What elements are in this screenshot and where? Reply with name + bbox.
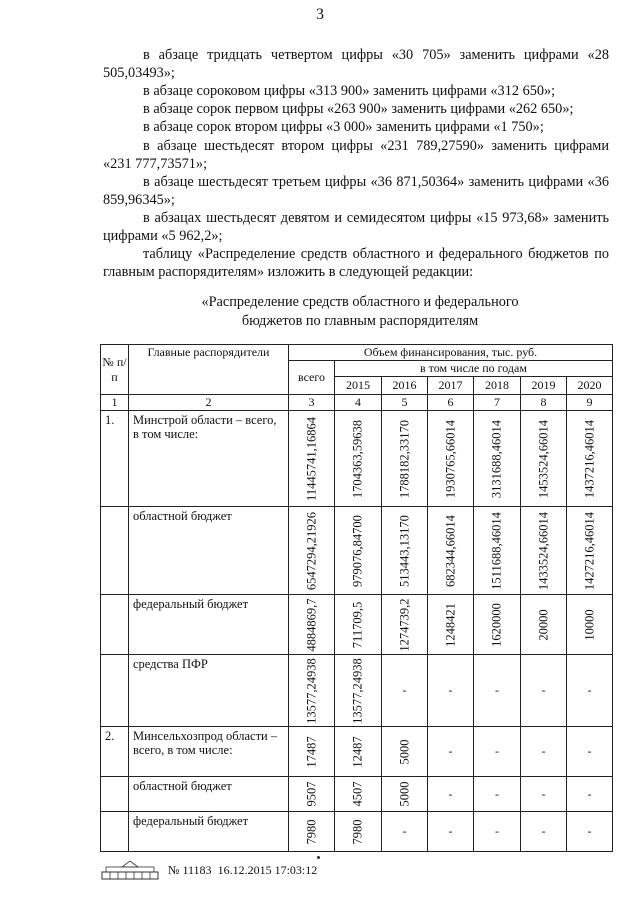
value-cell <box>428 411 474 507</box>
row-num <box>101 655 129 727</box>
value-cell <box>474 507 521 595</box>
value-cell <box>521 595 567 655</box>
table-row <box>101 777 613 812</box>
value-cell <box>289 507 335 595</box>
value-text: 4507 <box>350 781 365 807</box>
header-year-2017: 2017 <box>428 377 474 395</box>
table-row <box>101 727 613 777</box>
value-text: 4884869,7 <box>304 597 318 652</box>
row-name: федеральный бюджет <box>129 595 289 655</box>
header-year-2020: 2020 <box>567 377 613 395</box>
value-text: 10000 <box>582 608 596 641</box>
table-caption-line-1: «Распределение средств областного и федерального <box>201 294 519 310</box>
value-text: 1427216,46014 <box>582 511 596 590</box>
header-num: № п/п <box>101 345 129 395</box>
value-cell <box>289 812 335 852</box>
value-text: 7980 <box>350 819 365 844</box>
value-cell <box>335 812 382 852</box>
col-number: 3 <box>289 395 335 411</box>
value-cell: - <box>428 812 474 852</box>
value-cell: - <box>382 812 428 852</box>
value-text: 5000 <box>397 781 411 807</box>
value-text: 7980 <box>304 819 318 844</box>
value-cell: - <box>474 812 521 852</box>
col-number: 6 <box>428 395 474 411</box>
paragraph-3: в абзаце сорок первом цифры «263 900» заменить цифрами «262 650»; <box>143 101 574 117</box>
value-cell <box>567 411 613 507</box>
footer-doc-number: № 11183 <box>168 862 212 877</box>
value-cell: - <box>474 727 521 777</box>
value-cell <box>521 507 567 595</box>
table-row <box>101 595 613 655</box>
value-cell <box>474 595 521 655</box>
value-cell: - <box>521 812 567 852</box>
paragraph-4: в абзаце сорок втором цифры «3 000» заменить цифрами «1 750»; <box>143 119 544 135</box>
value-text: 1248421 <box>443 602 457 647</box>
value-text: 1930765,66014 <box>443 419 457 498</box>
value-cell <box>289 411 335 507</box>
value-text: 1788182,33170 <box>397 419 411 498</box>
paragraph-7: в абзацах шестьдесят девятом и семидесятом цифры «15 973,68» заменить цифрами «5 962,2»; <box>103 210 609 244</box>
value-cell: - <box>567 727 613 777</box>
page-number: 3 <box>316 6 324 23</box>
header-year-2016: 2016 <box>382 377 428 395</box>
row-num: 2. <box>101 727 129 777</box>
value-text: 1704363,59638 <box>350 419 365 498</box>
col-number: 5 <box>382 395 428 411</box>
value-cell <box>335 777 382 812</box>
header-by-years: в том числе по годам <box>335 361 613 377</box>
value-text: 682344,66014 <box>443 514 457 587</box>
value-cell: - <box>428 727 474 777</box>
footer-datetime: 16.12.2015 17:03:12 <box>217 862 318 877</box>
table-row <box>101 411 613 507</box>
value-text: 13577,24938 <box>350 657 365 724</box>
col-number: 4 <box>335 395 382 411</box>
scan-dot <box>317 856 320 859</box>
value-cell: - <box>567 777 613 812</box>
row-num <box>101 777 129 812</box>
value-cell: - <box>567 812 613 852</box>
value-cell <box>567 507 613 595</box>
header-year-2019: 2019 <box>521 377 567 395</box>
header-year-2015: 2015 <box>335 377 382 395</box>
header-name: Главные распорядители <box>129 345 289 395</box>
value-cell: - <box>567 655 613 727</box>
header-total: всего <box>289 361 335 395</box>
value-text: 6547294,21926 <box>304 511 318 590</box>
row-num: 1. <box>101 411 129 507</box>
value-cell <box>382 727 428 777</box>
value-cell: - <box>428 777 474 812</box>
value-cell <box>289 595 335 655</box>
value-cell <box>521 411 567 507</box>
value-cell <box>335 655 382 727</box>
value-cell <box>474 411 521 507</box>
value-text: 1511688,46014 <box>489 511 504 590</box>
table-row <box>101 507 613 595</box>
value-cell: - <box>428 655 474 727</box>
value-text: 1453524,66014 <box>536 419 550 498</box>
col-number: 8 <box>521 395 567 411</box>
value-text: 17487 <box>304 735 318 768</box>
table-caption <box>150 293 570 331</box>
value-cell <box>382 595 428 655</box>
value-text: 1274739,2 <box>397 597 411 652</box>
value-cell <box>382 507 428 595</box>
value-text: 5000 <box>397 739 411 764</box>
row-name: Минсельхозпрод области – всего, в том числе: <box>129 727 289 777</box>
paragraph-2: в абзаце сороковом цифры «313 900» заменить цифрами «312 650»; <box>143 83 556 99</box>
value-cell <box>335 727 382 777</box>
value-text: 3131688,46014 <box>489 419 504 498</box>
value-cell <box>289 655 335 727</box>
col-number: 7 <box>474 395 521 411</box>
value-text: 513443,13170 <box>397 514 411 587</box>
value-text: 711709,5 <box>350 601 365 648</box>
value-text: 20000 <box>536 608 550 641</box>
row-name: областной бюджет <box>129 777 289 812</box>
value-text: 1433524,66014 <box>536 511 550 590</box>
paragraph-1: в абзаце тридцать четвертом цифры «30 705» заменить цифрами «28 505,03493»; <box>103 47 609 81</box>
row-name: федеральный бюджет <box>129 812 289 852</box>
row-name: Минстрой области – всего, в том числе: <box>129 411 289 507</box>
table-row <box>101 812 613 852</box>
distribution-table <box>100 344 613 852</box>
value-cell <box>382 411 428 507</box>
col-number: 9 <box>567 395 613 411</box>
table-row <box>101 655 613 727</box>
value-text: 9507 <box>304 781 318 807</box>
value-cell: - <box>521 727 567 777</box>
value-text: 1437216,46014 <box>582 419 596 498</box>
value-text: 12487 <box>350 735 365 768</box>
row-num <box>101 812 129 852</box>
government-building-logo <box>100 859 160 881</box>
value-text: 979076,84700 <box>350 514 365 587</box>
footer-stamp <box>100 858 317 882</box>
header-year-2018: 2018 <box>474 377 521 395</box>
value-cell <box>382 777 428 812</box>
value-text: 13577,24938 <box>304 657 318 724</box>
col-number: 1 <box>101 395 129 411</box>
value-cell <box>335 507 382 595</box>
value-cell: - <box>521 655 567 727</box>
value-cell <box>289 777 335 812</box>
col-number: 2 <box>129 395 289 411</box>
value-cell: - <box>474 655 521 727</box>
table-caption-line-2: бюджетов по главным распорядителям <box>241 313 479 329</box>
row-num <box>101 507 129 595</box>
row-name: областной бюджет <box>129 507 289 595</box>
paragraph-6: в абзаце шестьдесят третьем цифры «36 871,50364» заменить цифрами «36 859,96345»; <box>103 174 609 208</box>
header-volume: Объем финансирования, тыс. руб. <box>289 345 613 361</box>
value-cell <box>567 595 613 655</box>
value-cell: - <box>474 777 521 812</box>
value-cell <box>428 595 474 655</box>
value-cell <box>289 727 335 777</box>
value-text: 1620000 <box>489 602 504 647</box>
paragraph-5: в абзаце шестьдесят втором цифры «231 789,27590» заменить цифрами «231 777,73571»; <box>103 138 609 172</box>
paragraph-8: таблицу «Распределение средств областного и федерального бюджетов по главным распорядителям» изложить в следующей редакции: <box>103 246 609 280</box>
value-cell <box>428 507 474 595</box>
value-cell: - <box>382 655 428 727</box>
value-cell: - <box>521 777 567 812</box>
row-name: средства ПФР <box>129 655 289 727</box>
value-cell <box>335 595 382 655</box>
value-text: 11445741,16864 <box>304 416 318 501</box>
value-cell <box>335 411 382 507</box>
row-num <box>101 595 129 655</box>
